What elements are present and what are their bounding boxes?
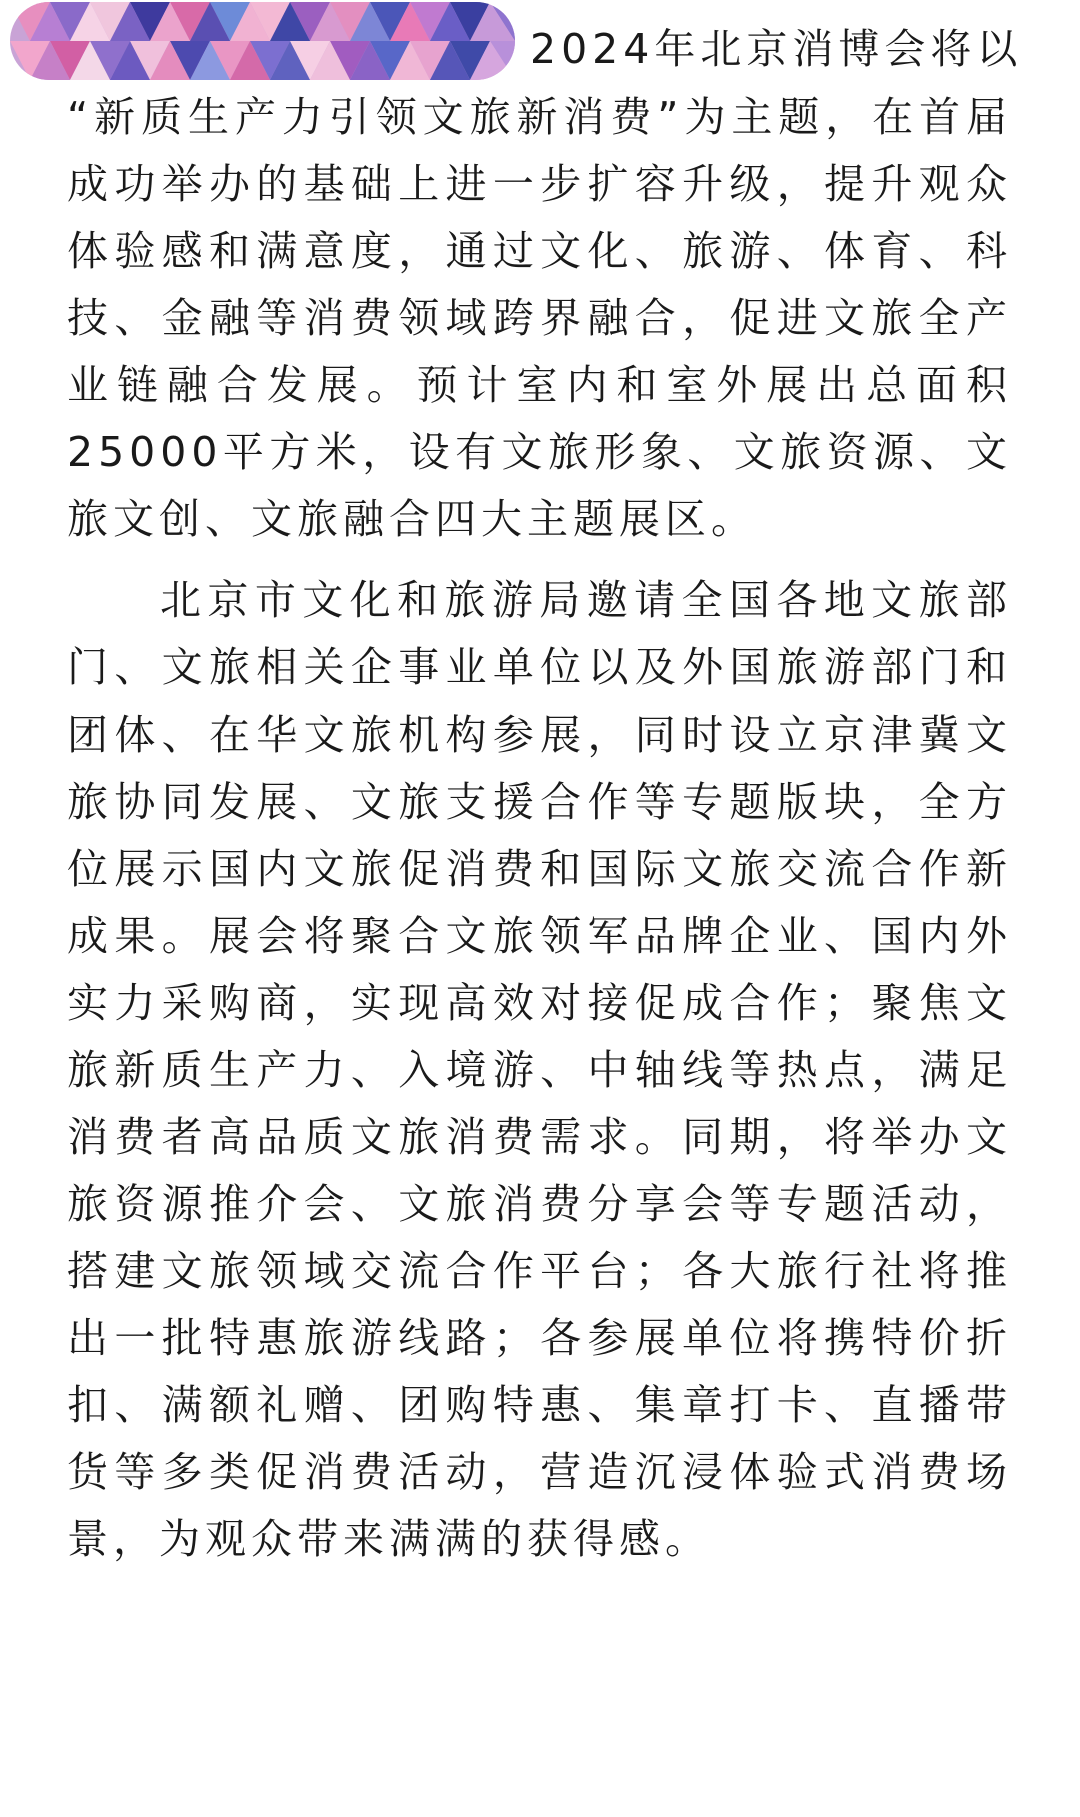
paragraph-2-line: 旅新质生产力、入境游、中轴线等热点，满足 — [67, 1046, 1012, 1094]
paragraph-1-line: 2024年北京消博会将以 — [530, 25, 1023, 73]
paragraph-1-line: “新质生产力引领文旅新消费”为主题，在首届 — [67, 93, 1012, 141]
paragraph-1-line: 体验感和满意度，通过文化、旅游、体育、科 — [67, 227, 1012, 275]
paragraph-1-line: 成功举办的基础上进一步扩容升级，提升观众 — [67, 160, 1012, 208]
paragraph-1-line: 旅文创、文旅融合四大主题展区。 — [67, 495, 757, 543]
paragraph-2-line: 扣、满额礼赠、团购特惠、集章打卡、直播带 — [67, 1381, 1012, 1429]
paragraph-2-line: 实力采购商，实现高效对接促成合作；聚焦文 — [67, 979, 1012, 1027]
paragraph-2-line: 团体、在华文旅机构参展，同时设立京津冀文 — [67, 711, 1012, 759]
paragraph-2-line: 景，为观众带来满满的获得感。 — [67, 1515, 711, 1563]
paragraph-2-line: 北京市文化和旅游局邀请全国各地文旅部 — [160, 576, 1012, 624]
paragraph-2-line: 消费者高品质文旅消费需求。同期，将举办文 — [67, 1113, 1012, 1161]
paragraph-2-line: 旅资源推介会、文旅消费分享会等专题活动， — [67, 1180, 1012, 1228]
paragraph-1-line: 25000平方米，设有文旅形象、文旅资源、文 — [67, 428, 1012, 476]
paragraph-1-line: 技、金融等消费领域跨界融合，促进文旅全产 — [67, 294, 1012, 342]
redaction-mosaic — [10, 2, 515, 80]
paragraph-2-line: 成果。展会将聚合文旅领军品牌企业、国内外 — [67, 912, 1012, 960]
paragraph-2-line: 搭建文旅领域交流合作平台；各大旅行社将推 — [67, 1247, 1012, 1295]
paragraph-2-line: 货等多类促消费活动，营造沉浸体验式消费场 — [67, 1448, 1012, 1496]
paragraph-1-line: 业链融合发展。预计室内和室外展出总面积 — [67, 361, 1012, 409]
paragraph-2-line: 出一批特惠旅游线路；各参展单位将携特价折 — [67, 1314, 1012, 1362]
paragraph-2-line: 门、文旅相关企事业单位以及外国旅游部门和 — [67, 643, 1012, 691]
paragraph-2-line: 位展示国内文旅促消费和国际文旅交流合作新 — [67, 845, 1012, 893]
paragraph-2-line: 旅协同发展、文旅支援合作等专题版块，全方 — [67, 778, 1012, 826]
